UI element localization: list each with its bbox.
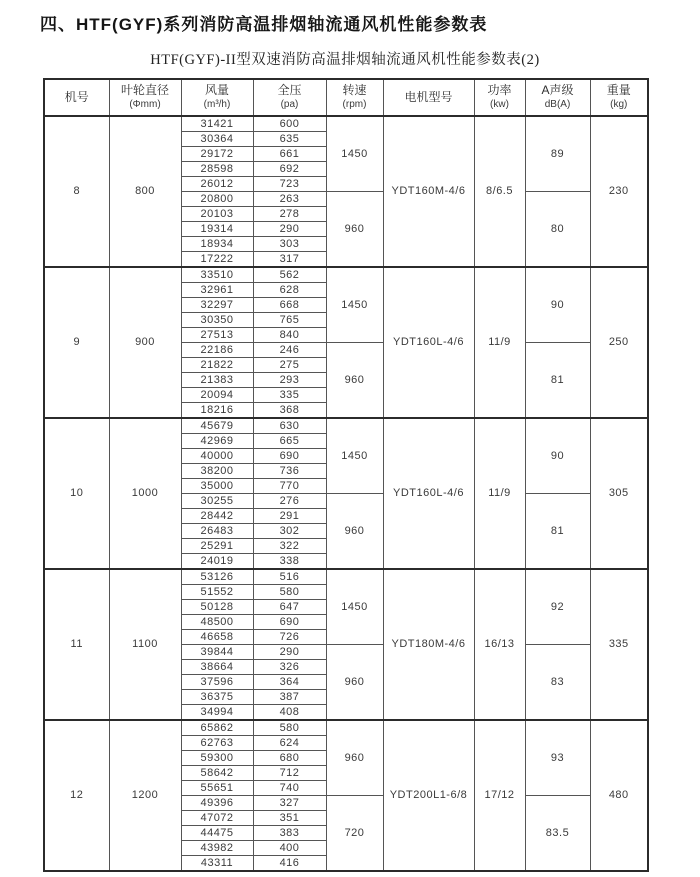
noise-cell: 93 bbox=[525, 720, 590, 796]
pressure-cell: 351 bbox=[253, 811, 326, 826]
header-model: 机号 bbox=[44, 79, 109, 116]
pressure-cell: 293 bbox=[253, 373, 326, 388]
pressure-cell: 263 bbox=[253, 192, 326, 207]
pressure-cell: 516 bbox=[253, 569, 326, 585]
pressure-cell: 736 bbox=[253, 464, 326, 479]
pressure-cell: 628 bbox=[253, 283, 326, 298]
pressure-cell: 400 bbox=[253, 841, 326, 856]
airflow-cell: 32961 bbox=[181, 283, 253, 298]
airflow-cell: 21822 bbox=[181, 358, 253, 373]
rpm-cell: 960 bbox=[326, 192, 383, 268]
diameter-cell: 1100 bbox=[109, 569, 181, 720]
pressure-cell: 690 bbox=[253, 615, 326, 630]
weight-cell: 335 bbox=[590, 569, 648, 720]
airflow-cell: 19314 bbox=[181, 222, 253, 237]
model-cell: 12 bbox=[44, 720, 109, 871]
airflow-cell: 50128 bbox=[181, 600, 253, 615]
pressure-cell: 692 bbox=[253, 162, 326, 177]
pressure-cell: 740 bbox=[253, 781, 326, 796]
weight-cell: 250 bbox=[590, 267, 648, 418]
pressure-cell: 726 bbox=[253, 630, 326, 645]
motor-cell: YDT160L-4/6 bbox=[383, 418, 474, 569]
weight-cell: 230 bbox=[590, 116, 648, 267]
header-weight: 重量 (kg) bbox=[590, 79, 648, 116]
airflow-cell: 18934 bbox=[181, 237, 253, 252]
airflow-cell: 49396 bbox=[181, 796, 253, 811]
diameter-cell: 800 bbox=[109, 116, 181, 267]
table-row bbox=[44, 720, 648, 736]
airflow-cell: 43982 bbox=[181, 841, 253, 856]
airflow-cell: 20800 bbox=[181, 192, 253, 207]
pressure-cell: 335 bbox=[253, 388, 326, 403]
rpm-cell: 1450 bbox=[326, 267, 383, 343]
noise-cell: 83.5 bbox=[525, 796, 590, 872]
pressure-cell: 580 bbox=[253, 720, 326, 736]
pressure-cell: 327 bbox=[253, 796, 326, 811]
airflow-cell: 26483 bbox=[181, 524, 253, 539]
table-row bbox=[44, 116, 648, 132]
diameter-cell: 1000 bbox=[109, 418, 181, 569]
airflow-cell: 44475 bbox=[181, 826, 253, 841]
airflow-cell: 30350 bbox=[181, 313, 253, 328]
pressure-cell: 770 bbox=[253, 479, 326, 494]
airflow-cell: 26012 bbox=[181, 177, 253, 192]
page-title: 四、HTF(GYF)系列消防高温排烟轴流通风机性能参数表 bbox=[40, 15, 488, 34]
airflow-cell: 28442 bbox=[181, 509, 253, 524]
airflow-cell: 35000 bbox=[181, 479, 253, 494]
rpm-cell: 720 bbox=[326, 796, 383, 872]
pressure-cell: 624 bbox=[253, 736, 326, 751]
header-airflow: 风量 (m³/h) bbox=[181, 79, 253, 116]
rpm-cell: 1450 bbox=[326, 569, 383, 645]
table-row bbox=[44, 569, 648, 585]
table-subtitle: HTF(GYF)-II型双速消防高温排烟轴流通风机性能参数表(2) bbox=[150, 52, 540, 68]
airflow-cell: 62763 bbox=[181, 736, 253, 751]
airflow-cell: 36375 bbox=[181, 690, 253, 705]
pressure-cell: 302 bbox=[253, 524, 326, 539]
noise-cell: 90 bbox=[525, 418, 590, 494]
pressure-cell: 600 bbox=[253, 116, 326, 132]
airflow-cell: 51552 bbox=[181, 585, 253, 600]
airflow-cell: 48500 bbox=[181, 615, 253, 630]
pressure-cell: 278 bbox=[253, 207, 326, 222]
header-power: 功率 (kw) bbox=[474, 79, 525, 116]
airflow-cell: 20103 bbox=[181, 207, 253, 222]
noise-cell: 81 bbox=[525, 494, 590, 570]
rpm-cell: 960 bbox=[326, 343, 383, 419]
power-cell: 8/6.5 bbox=[474, 116, 525, 267]
pressure-cell: 290 bbox=[253, 222, 326, 237]
motor-cell: YDT160M-4/6 bbox=[383, 116, 474, 267]
motor-cell: YDT200L1-6/8 bbox=[383, 720, 474, 871]
model-cell: 9 bbox=[44, 267, 109, 418]
airflow-cell: 21383 bbox=[181, 373, 253, 388]
header-diameter: 叶轮直径 (Φmm) bbox=[109, 79, 181, 116]
noise-cell: 92 bbox=[525, 569, 590, 645]
airflow-cell: 29172 bbox=[181, 147, 253, 162]
pressure-cell: 723 bbox=[253, 177, 326, 192]
pressure-cell: 712 bbox=[253, 766, 326, 781]
pressure-cell: 364 bbox=[253, 675, 326, 690]
weight-cell: 480 bbox=[590, 720, 648, 871]
airflow-cell: 27513 bbox=[181, 328, 253, 343]
header-noise: A声级 dB(A) bbox=[525, 79, 590, 116]
airflow-cell: 38664 bbox=[181, 660, 253, 675]
header-pressure: 全压 (pa) bbox=[253, 79, 326, 116]
pressure-cell: 680 bbox=[253, 751, 326, 766]
airflow-cell: 59300 bbox=[181, 751, 253, 766]
power-cell: 11/9 bbox=[474, 418, 525, 569]
airflow-cell: 65862 bbox=[181, 720, 253, 736]
pressure-cell: 416 bbox=[253, 856, 326, 872]
pressure-cell: 290 bbox=[253, 645, 326, 660]
airflow-cell: 17222 bbox=[181, 252, 253, 268]
weight-cell: 305 bbox=[590, 418, 648, 569]
airflow-cell: 46658 bbox=[181, 630, 253, 645]
header-rpm: 转速 (rpm) bbox=[326, 79, 383, 116]
diameter-cell: 900 bbox=[109, 267, 181, 418]
rpm-cell: 960 bbox=[326, 494, 383, 570]
noise-cell: 83 bbox=[525, 645, 590, 721]
airflow-cell: 47072 bbox=[181, 811, 253, 826]
pressure-cell: 630 bbox=[253, 418, 326, 434]
model-cell: 11 bbox=[44, 569, 109, 720]
fan-performance-table bbox=[43, 78, 649, 872]
table-row bbox=[44, 267, 648, 283]
model-cell: 10 bbox=[44, 418, 109, 569]
airflow-cell: 39844 bbox=[181, 645, 253, 660]
pressure-cell: 647 bbox=[253, 600, 326, 615]
airflow-cell: 28598 bbox=[181, 162, 253, 177]
pressure-cell: 246 bbox=[253, 343, 326, 358]
model-cell: 8 bbox=[44, 116, 109, 267]
pressure-cell: 668 bbox=[253, 298, 326, 313]
airflow-cell: 55651 bbox=[181, 781, 253, 796]
pressure-cell: 580 bbox=[253, 585, 326, 600]
airflow-cell: 24019 bbox=[181, 554, 253, 570]
airflow-cell: 22186 bbox=[181, 343, 253, 358]
pressure-cell: 562 bbox=[253, 267, 326, 283]
airflow-cell: 43311 bbox=[181, 856, 253, 872]
power-cell: 11/9 bbox=[474, 267, 525, 418]
airflow-cell: 33510 bbox=[181, 267, 253, 283]
pressure-cell: 275 bbox=[253, 358, 326, 373]
pressure-cell: 276 bbox=[253, 494, 326, 509]
noise-cell: 90 bbox=[525, 267, 590, 343]
pressure-cell: 840 bbox=[253, 328, 326, 343]
pressure-cell: 665 bbox=[253, 434, 326, 449]
motor-cell: YDT180M-4/6 bbox=[383, 569, 474, 720]
rpm-cell: 960 bbox=[326, 645, 383, 721]
airflow-cell: 32297 bbox=[181, 298, 253, 313]
power-cell: 17/12 bbox=[474, 720, 525, 871]
pressure-cell: 690 bbox=[253, 449, 326, 464]
airflow-cell: 20094 bbox=[181, 388, 253, 403]
airflow-cell: 38200 bbox=[181, 464, 253, 479]
pressure-cell: 408 bbox=[253, 705, 326, 721]
airflow-cell: 30364 bbox=[181, 132, 253, 147]
noise-cell: 80 bbox=[525, 192, 590, 268]
pressure-cell: 291 bbox=[253, 509, 326, 524]
airflow-cell: 31421 bbox=[181, 116, 253, 132]
airflow-cell: 18216 bbox=[181, 403, 253, 419]
airflow-cell: 42969 bbox=[181, 434, 253, 449]
rpm-cell: 960 bbox=[326, 720, 383, 796]
airflow-cell: 53126 bbox=[181, 569, 253, 585]
pressure-cell: 661 bbox=[253, 147, 326, 162]
motor-cell: YDT160L-4/6 bbox=[383, 267, 474, 418]
pressure-cell: 383 bbox=[253, 826, 326, 841]
pressure-cell: 635 bbox=[253, 132, 326, 147]
airflow-cell: 45679 bbox=[181, 418, 253, 434]
airflow-cell: 25291 bbox=[181, 539, 253, 554]
airflow-cell: 37596 bbox=[181, 675, 253, 690]
pressure-cell: 303 bbox=[253, 237, 326, 252]
pressure-cell: 322 bbox=[253, 539, 326, 554]
airflow-cell: 34994 bbox=[181, 705, 253, 721]
diameter-cell: 1200 bbox=[109, 720, 181, 871]
pressure-cell: 326 bbox=[253, 660, 326, 675]
pressure-cell: 338 bbox=[253, 554, 326, 570]
pressure-cell: 765 bbox=[253, 313, 326, 328]
header-row bbox=[44, 79, 648, 116]
noise-cell: 81 bbox=[525, 343, 590, 419]
power-cell: 16/13 bbox=[474, 569, 525, 720]
pressure-cell: 317 bbox=[253, 252, 326, 268]
airflow-cell: 40000 bbox=[181, 449, 253, 464]
pressure-cell: 387 bbox=[253, 690, 326, 705]
airflow-cell: 58642 bbox=[181, 766, 253, 781]
rpm-cell: 1450 bbox=[326, 116, 383, 192]
airflow-cell: 30255 bbox=[181, 494, 253, 509]
header-motor: 电机型号 bbox=[383, 79, 474, 116]
noise-cell: 89 bbox=[525, 116, 590, 192]
rpm-cell: 1450 bbox=[326, 418, 383, 494]
pressure-cell: 368 bbox=[253, 403, 326, 419]
table-row bbox=[44, 418, 648, 434]
